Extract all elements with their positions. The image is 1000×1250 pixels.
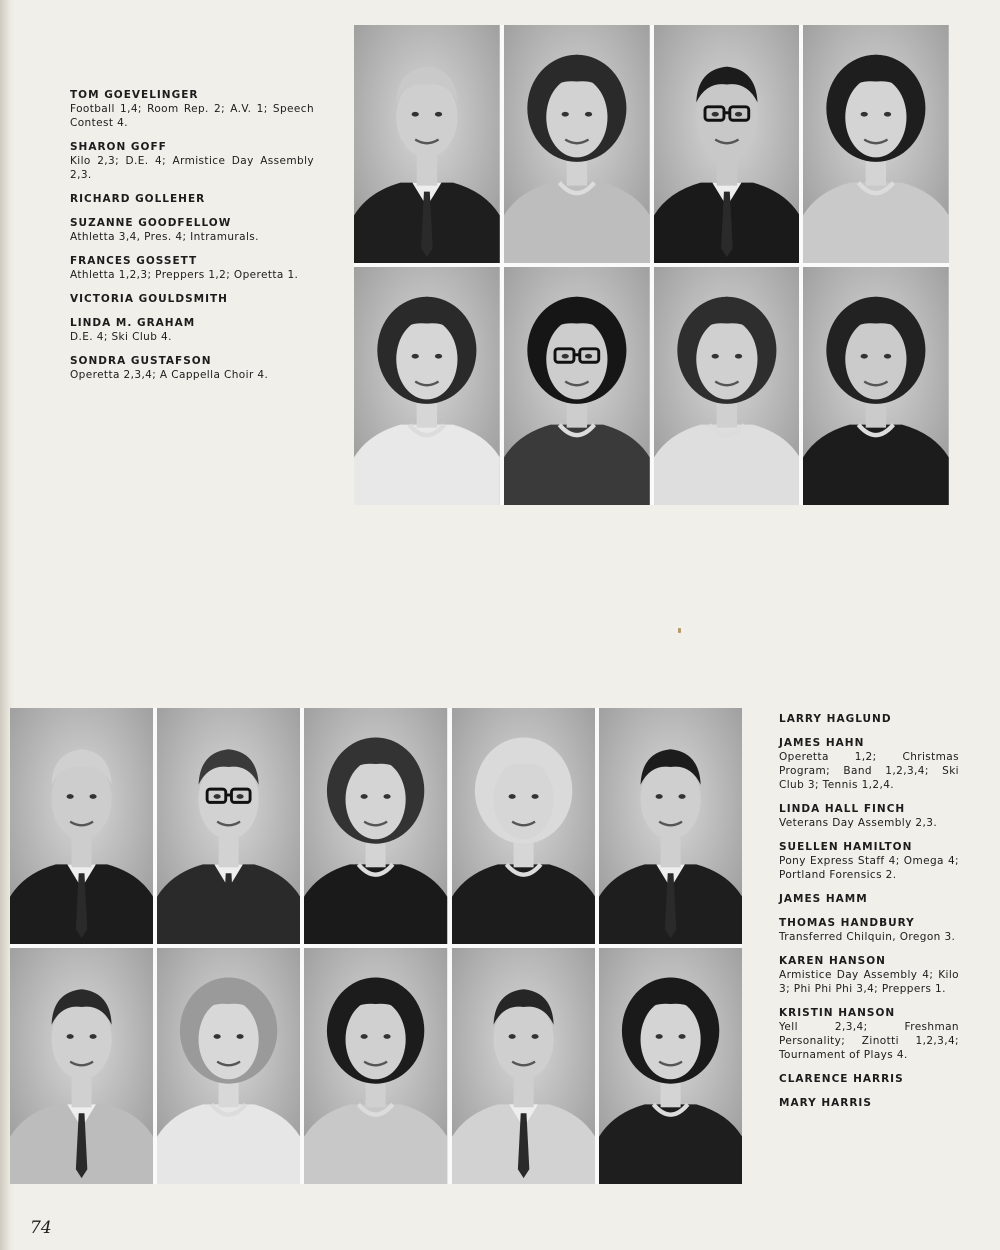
student-name: SONDRA GUSTAFSON	[70, 355, 212, 367]
student-name: MARY HARRIS	[779, 1097, 872, 1109]
student-bio	[70, 216, 314, 244]
top-bio-column	[70, 88, 314, 392]
bottom-portrait-7	[157, 948, 300, 1184]
student-name: SHARON GOFF	[70, 141, 167, 153]
top-portrait-grid	[354, 25, 949, 505]
bottom-portrait-2	[157, 708, 300, 944]
student-activities: Athletta 3,4, Pres. 4; Intramurals.	[70, 231, 259, 243]
top-portrait-4	[803, 25, 949, 263]
student-bio	[779, 840, 959, 882]
top-portrait-2	[504, 25, 650, 263]
student-bio	[779, 1072, 959, 1086]
student-name: FRANCES GOSSETT	[70, 255, 198, 267]
student-bio	[779, 1006, 959, 1062]
student-activities: D.E. 4; Ski Club 4.	[70, 331, 172, 343]
student-activities: Kilo 2,3; D.E. 4; Armistice Day Assembly 2,3.	[70, 155, 314, 181]
top-portrait-6	[504, 267, 650, 505]
student-activities: Yell 2,3,4; Freshman Personality; Zinotti 1,2,3,4; Tournament of Plays 4.	[779, 1021, 959, 1061]
bottom-portrait-4	[452, 708, 595, 944]
student-activities: Operetta 1,2; Christmas Program; Band 1,2,3,4; Ski Club 3; Tennis 1,2,4.	[779, 751, 959, 791]
student-activities: Athletta 1,2,3; Preppers 1,2; Operetta 1.	[70, 269, 299, 281]
student-name: LARRY HAGLUND	[779, 713, 892, 725]
student-bio	[70, 254, 314, 282]
student-name: SUELLEN HAMILTON	[779, 841, 913, 853]
bottom-portrait-10	[599, 948, 742, 1184]
bottom-portrait-3	[304, 708, 447, 944]
student-name: LINDA HALL FINCH	[779, 803, 906, 815]
student-bio	[70, 88, 314, 130]
student-bio	[70, 292, 314, 306]
bottom-portrait-6	[10, 948, 153, 1184]
student-activities: Armistice Day Assembly 4; Kilo 3; Phi Phi Phi 3,4; Preppers 1.	[779, 969, 959, 995]
student-activities: Veterans Day Assembly 2,3.	[779, 817, 938, 829]
student-bio	[70, 192, 314, 206]
student-name: THOMAS HANDBURY	[779, 917, 915, 929]
student-bio	[779, 736, 959, 792]
student-name: TOM GOEVELINGER	[70, 89, 199, 101]
student-bio	[779, 712, 959, 726]
top-portrait-8	[803, 267, 949, 505]
print-speck	[678, 628, 681, 633]
student-activities: Operetta 2,3,4; A Cappella Choir 4.	[70, 369, 269, 381]
student-activities: Transferred Chilquin, Oregon 3.	[779, 931, 956, 943]
top-portrait-5	[354, 267, 500, 505]
student-name: KRISTIN HANSON	[779, 1007, 896, 1019]
top-portrait-3	[654, 25, 800, 263]
student-name: JAMES HAMM	[779, 893, 868, 905]
student-bio	[779, 916, 959, 944]
student-bio	[70, 354, 314, 382]
student-bio	[779, 954, 959, 996]
bottom-portrait-grid	[10, 708, 742, 1184]
student-name: JAMES HAHN	[779, 737, 865, 749]
top-portrait-7	[654, 267, 800, 505]
student-name: LINDA M. GRAHAM	[70, 317, 196, 329]
bottom-portrait-1	[10, 708, 153, 944]
bottom-portrait-5	[599, 708, 742, 944]
top-portrait-1	[354, 25, 500, 263]
bottom-portrait-9	[452, 948, 595, 1184]
student-name: KAREN HANSON	[779, 955, 886, 967]
student-name: RICHARD GOLLEHER	[70, 193, 206, 205]
student-bio	[779, 1096, 959, 1110]
student-bio	[779, 892, 959, 906]
student-activities: Pony Express Staff 4; Omega 4; Portland Forensics 2.	[779, 855, 959, 881]
page-number: 74	[30, 1218, 52, 1238]
student-name: CLARENCE HARRIS	[779, 1073, 904, 1085]
student-activities: Football 1,4; Room Rep. 2; A.V. 1; Speech Contest 4.	[70, 103, 314, 129]
bottom-portrait-8	[304, 948, 447, 1184]
bottom-bio-column	[779, 712, 959, 1120]
student-bio	[70, 140, 314, 182]
student-name: VICTORIA GOULDSMITH	[70, 293, 228, 305]
student-name: SUZANNE GOODFELLOW	[70, 217, 232, 229]
student-bio	[70, 316, 314, 344]
student-bio	[779, 802, 959, 830]
